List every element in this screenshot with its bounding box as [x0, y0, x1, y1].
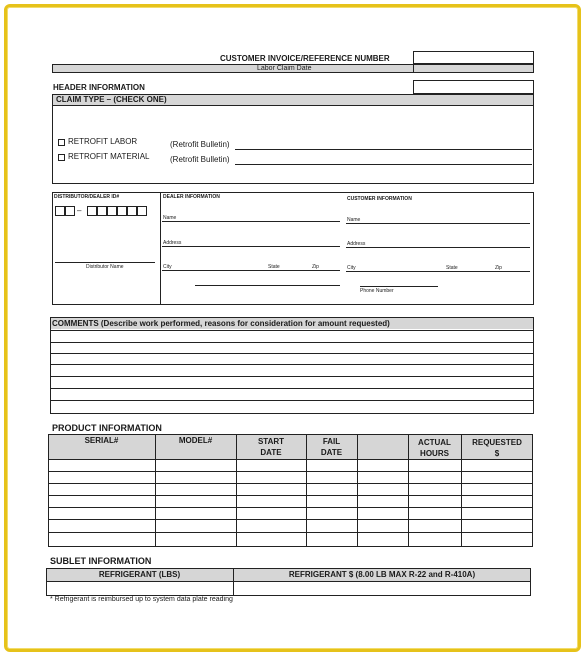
col-model-header: MODEL#: [178, 436, 213, 445]
distributor-id-digit[interactable]: [55, 206, 65, 216]
refrigerant-footnote: * Refrigerant is reimbursed up to system data plate reading: [50, 596, 233, 603]
claim-type-label: CLAIM TYPE – (CHECK ONE): [56, 95, 167, 104]
distributor-id-label: DISTRIBUTOR/DEALER ID#: [54, 194, 120, 200]
col-divider: [236, 434, 237, 547]
table-row[interactable]: [48, 471, 533, 472]
distributor-id-digit[interactable]: [137, 206, 147, 216]
col-requested-header-line1: REQUESTED: [472, 438, 522, 447]
table-row[interactable]: [48, 532, 533, 533]
invoice-number-label: CUSTOMER INVOICE/REFERENCE NUMBER: [220, 54, 390, 63]
header-info-field[interactable]: [413, 80, 534, 94]
comments-line[interactable]: [50, 364, 534, 365]
header-information-label: HEADER INFORMATION: [53, 83, 145, 92]
retrofit-material-line[interactable]: [235, 164, 532, 165]
col-actual-hours-header-line1: ACTUAL: [418, 438, 451, 447]
product-information-label: PRODUCT INFORMATION: [52, 423, 162, 433]
dealer-information-title: DEALER INFORMATION: [163, 194, 220, 200]
distributor-id-digit[interactable]: [117, 206, 127, 216]
distributor-id-digit[interactable]: [87, 206, 97, 216]
col-fail-date-header-line2: DATE: [320, 448, 343, 457]
table-row[interactable]: [48, 495, 533, 496]
dealer-state-label: State: [268, 264, 280, 270]
refrigerant-dollars-field[interactable]: [234, 582, 530, 595]
retrofit-labor-label: RETROFIT LABOR: [68, 137, 138, 146]
refrigerant-lbs-header: REFRIGERANT (LBS): [98, 570, 181, 579]
dealer-address-label: Address: [163, 240, 182, 246]
distributor-id-digit[interactable]: [107, 206, 117, 216]
retrofit-material-bulletin-label: (Retrofit Bulletin): [170, 155, 230, 164]
dealer-extra-line[interactable]: [195, 285, 340, 286]
invoice-number-field[interactable]: [413, 51, 534, 64]
sublet-information-label: SUBLET INFORMATION: [50, 556, 152, 566]
customer-zip-label: Zip: [495, 265, 502, 271]
comments-line[interactable]: [50, 342, 534, 343]
dealer-zip-label: Zip: [312, 264, 319, 270]
refrigerant-dollars-header: REFRIGERANT $ (8.00 LB MAX R-22 and R-410A): [288, 570, 476, 579]
col-serial-header: SERIAL#: [84, 436, 119, 445]
dealer-address-line[interactable]: [162, 246, 340, 247]
comments-line[interactable]: [50, 400, 534, 401]
distributor-id-digit[interactable]: [65, 206, 75, 216]
retrofit-labor-bulletin-label: (Retrofit Bulletin): [170, 140, 230, 149]
customer-city-label: City: [347, 265, 356, 271]
dealer-name-label: Name: [163, 215, 177, 221]
dealer-name-line[interactable]: [162, 221, 340, 222]
table-row[interactable]: [48, 483, 533, 484]
claim-type-header-line: [52, 105, 534, 106]
table-row[interactable]: [48, 459, 533, 460]
retrofit-labor-checkbox[interactable]: [58, 139, 65, 146]
col-start-date-header-line1: START: [257, 437, 285, 446]
retrofit-material-checkbox[interactable]: [58, 154, 65, 161]
customer-name-line[interactable]: [346, 223, 530, 224]
table-row[interactable]: [48, 507, 533, 508]
dealer-city-line[interactable]: [162, 270, 340, 271]
col-fail-date-header-line1: FAIL: [322, 437, 341, 446]
parties-divider: [160, 192, 161, 305]
col-divider: [357, 434, 358, 547]
customer-city-line[interactable]: [346, 271, 530, 272]
col-start-date-header-line2: DATE: [260, 448, 282, 457]
customer-address-line[interactable]: [346, 247, 530, 248]
comments-line[interactable]: [50, 388, 534, 389]
retrofit-labor-line[interactable]: [235, 149, 532, 150]
comments-line[interactable]: [50, 353, 534, 354]
dealer-city-label: City: [163, 264, 172, 270]
retrofit-material-label: RETROFIT MATERIAL: [68, 152, 150, 161]
customer-information-title: CUSTOMER INFORMATION: [347, 196, 412, 202]
labor-claim-date-label: Labor Claim Date: [257, 65, 312, 72]
distributor-id-digit[interactable]: [97, 206, 107, 216]
distributor-id-digit[interactable]: [127, 206, 137, 216]
col-requested-header-line2: $: [494, 449, 500, 458]
customer-name-label: Name: [347, 217, 361, 223]
col-divider: [408, 434, 409, 547]
col-divider: [306, 434, 307, 547]
comments-line[interactable]: [50, 376, 534, 377]
refrigerant-lbs-field[interactable]: [47, 582, 232, 595]
col-divider: [155, 434, 156, 547]
comments-line[interactable]: [50, 330, 534, 331]
customer-phone-label: Phone Number: [360, 288, 394, 294]
distributor-name-line[interactable]: [55, 262, 155, 263]
customer-state-label: State: [446, 265, 458, 271]
customer-address-label: Address: [347, 241, 366, 247]
distributor-name-label: Distributor Name: [86, 264, 124, 270]
labor-claim-date-divider: [413, 64, 414, 73]
comments-label: COMMENTS (Describe work performed, reasons for consideration for amount requested): [52, 319, 390, 328]
col-divider: [461, 434, 462, 547]
customer-phone-line[interactable]: [360, 286, 438, 287]
table-row[interactable]: [48, 519, 533, 520]
col-actual-hours-header-line2: HOURS: [420, 449, 449, 458]
dash-separator: –: [77, 206, 82, 215]
